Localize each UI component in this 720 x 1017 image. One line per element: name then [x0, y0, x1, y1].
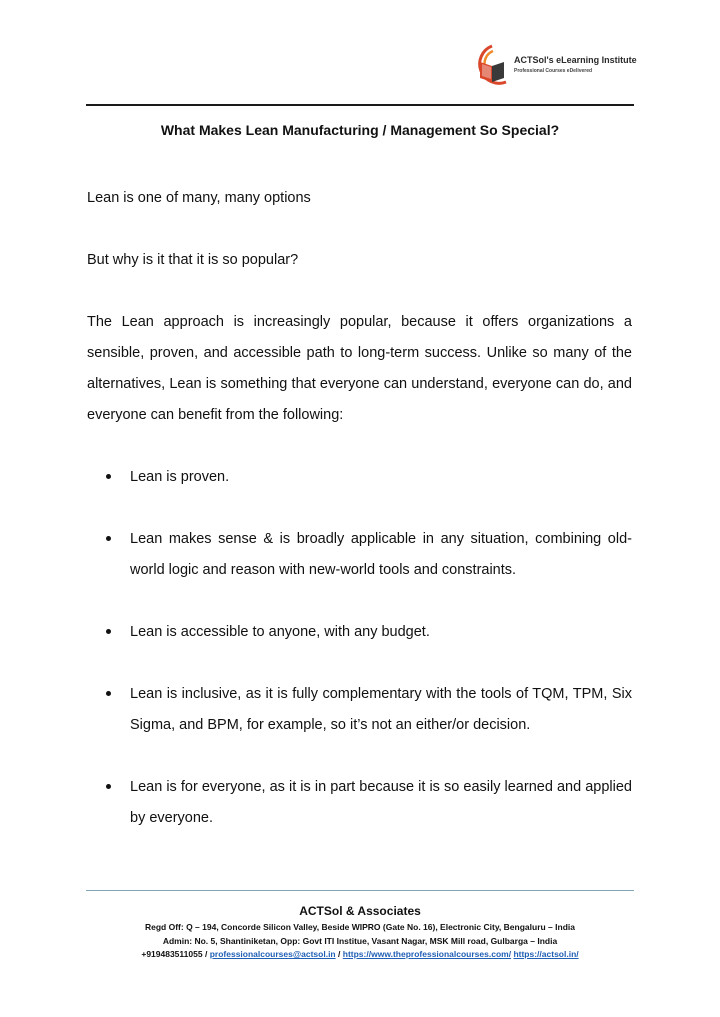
paragraph-intro: Lean is one of many, many options: [87, 190, 311, 206]
footer-regd-office: Regd Off: Q – 194, Concorde Silicon Valley, Beside WIPRO (Gate No. 16), Electronic City, Bengaluru – India: [145, 922, 575, 932]
list-item: [87, 772, 632, 834]
logo-tagline: Professional Courses eDelivered: [514, 68, 593, 74]
bullet-icon: [106, 629, 111, 634]
list-item-text: Lean is accessible to anyone, with any budget.: [130, 624, 430, 640]
footer-contacts: [60, 948, 660, 962]
institute-logo: [472, 42, 642, 90]
footer-email-link[interactable]: professionalcourses@actsol.in: [209, 949, 336, 959]
benefits-list: [87, 462, 632, 834]
footer-admin-office: Admin: No. 5, Shantiniketan, Opp: Govt ITI Institue, Vasant Nagar, MSK Mill road, Gulbarga – India: [162, 935, 558, 946]
paragraph-body: The Lean approach is increasingly popular, because it offers organizations a sensible, proven, and accessible path to long-term success. Unlike so many of the alternatives, Lean is something that everyone can understand, everyone can do, and everyone can benefit from the following:: [87, 314, 632, 423]
paragraph-question: But why is it that it is so popular?: [87, 252, 299, 268]
list-item-text: Lean is for everyone, as it is in part because it is so easily learned and applied by everyone.: [130, 779, 632, 826]
document-title: What Makes Lean Manufacturing / Management So Special?: [160, 122, 560, 138]
footer-separator: /: [204, 949, 208, 959]
bullet-icon: [106, 784, 111, 789]
bullet-icon: [106, 474, 111, 479]
list-item: [87, 462, 632, 493]
list-item: [87, 617, 632, 648]
list-item: [87, 524, 632, 586]
bullet-icon: [106, 691, 111, 696]
list-item: [87, 679, 632, 741]
footer-website-link[interactable]: https://www.theprofessionalcourses.com/: [342, 949, 512, 959]
list-item-text: Lean is proven.: [130, 469, 230, 485]
page-footer: [60, 904, 660, 962]
footer-separator: /: [338, 949, 341, 959]
book-logo-icon: [472, 42, 512, 90]
footer-company: ACTSol & Associates: [299, 904, 421, 918]
list-item-text: Lean makes sense & is broadly applicable in any situation, combining old-world logic and reason with new-world tools and constraints.: [130, 531, 632, 578]
footer-phone: +919483511055: [141, 949, 203, 959]
header-divider: [86, 104, 634, 106]
footer-divider: [86, 890, 634, 891]
bullet-icon: [106, 536, 111, 541]
logo-title: ACTSol's eLearning Institute: [514, 55, 637, 65]
footer-website-link-2[interactable]: https://actsol.in/: [513, 949, 579, 959]
list-item-text: Lean is inclusive, as it is fully complementary with the tools of TQM, TPM, Six Sigma, and BPM, for example, so it’s not an either/or decision.: [130, 686, 632, 733]
